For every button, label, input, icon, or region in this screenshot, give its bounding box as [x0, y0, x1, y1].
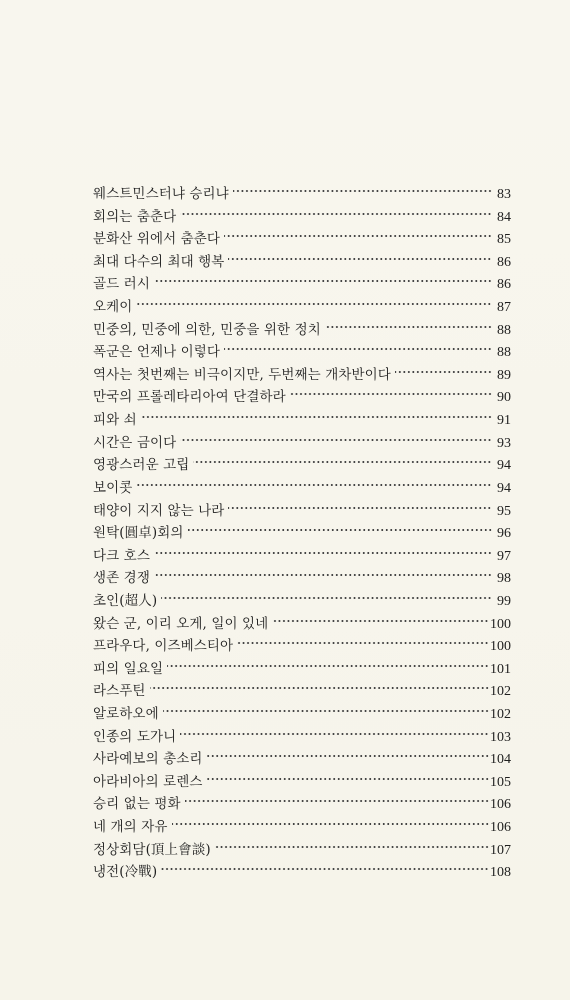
- toc-entry-page-number: 107: [490, 842, 511, 858]
- toc-entry: [93, 658, 511, 681]
- toc-entry-title: 프라우다, 이즈베스티아: [93, 638, 234, 655]
- toc-entry-page-number: 98: [497, 571, 511, 587]
- toc-entry-title: 네 개의 자유: [93, 819, 168, 836]
- dot-leader: [188, 526, 493, 534]
- toc-entry: [93, 251, 511, 274]
- dot-leader: [161, 594, 492, 602]
- dot-leader: [167, 662, 489, 670]
- toc-entry-title: 영광스러운 고립: [93, 457, 190, 474]
- toc-entry-page-number: 86: [497, 277, 511, 293]
- toc-entry: [93, 341, 511, 364]
- toc-entry-title: 피의 일요일: [93, 660, 164, 677]
- toc-entry: [93, 386, 511, 409]
- toc-entry-title: 시간은 금이다: [93, 434, 177, 451]
- dot-leader: [136, 481, 492, 489]
- toc-entry-title: 생존 경쟁: [93, 570, 150, 587]
- toc-entry-title: 인종의 도가니: [93, 728, 177, 745]
- dot-leader: [180, 436, 492, 444]
- toc-entry-title: 알로하오에: [93, 706, 159, 723]
- toc-entry-title: 냉전(冷戰): [93, 864, 158, 881]
- toc-entry-title: 보이콧: [93, 479, 133, 496]
- dot-leader: [224, 345, 492, 353]
- toc-entry-page-number: 94: [497, 480, 511, 496]
- dot-leader: [136, 300, 492, 308]
- toc-entry-page-number: 102: [490, 707, 511, 723]
- dot-leader: [154, 549, 492, 557]
- toc-entry-title: 만국의 프롤레타리아여 단결하라: [93, 389, 286, 406]
- toc-entry: [93, 545, 511, 568]
- toc-entry-title: 승리 없는 평화: [93, 796, 181, 813]
- dot-leader: [141, 413, 492, 421]
- toc-entry-page-number: 86: [497, 254, 511, 270]
- toc-entry-page-number: 93: [497, 435, 511, 451]
- dot-leader: [228, 504, 492, 512]
- toc-entry-page-number: 91: [497, 413, 511, 429]
- toc-entry-page-number: 105: [490, 774, 511, 790]
- toc-entry: [93, 839, 511, 862]
- dot-leader: [215, 843, 489, 851]
- toc-entry-page-number: 84: [497, 209, 511, 225]
- toc-entry-page-number: 100: [490, 639, 511, 655]
- toc-entry-page-number: 106: [490, 820, 511, 836]
- toc-entry-title: 피와 쇠: [93, 412, 137, 429]
- toc-entry-page-number: 85: [497, 232, 511, 248]
- toc-entry-page-number: 102: [490, 684, 511, 700]
- toc-entry-title: 웨스트민스터냐 승리냐: [93, 186, 229, 202]
- toc-entry: [93, 726, 511, 749]
- dot-leader: [290, 390, 492, 398]
- dot-leader: [185, 797, 489, 805]
- toc-entry: [93, 477, 511, 500]
- toc-entry: [93, 793, 511, 816]
- toc-entry-page-number: 106: [490, 797, 511, 813]
- toc-entry: [93, 703, 511, 726]
- toc-entry-title: 사라예보의 총소리: [93, 751, 203, 768]
- toc-entry: [93, 816, 511, 839]
- dot-leader: [180, 730, 489, 738]
- toc-entry: [93, 319, 511, 342]
- toc-entry-title: 태양이 지지 않는 나라: [93, 502, 225, 519]
- toc-entry-page-number: 87: [497, 300, 511, 316]
- toc-entry-page-number: 104: [490, 752, 511, 768]
- toc-entry-title: 라스푸틴: [93, 683, 146, 700]
- toc-entry-page-number: 99: [497, 593, 511, 609]
- dot-leader: [172, 820, 490, 828]
- toc-entry: [93, 861, 511, 884]
- toc-entry: [93, 206, 511, 229]
- toc-entry: [93, 522, 511, 545]
- toc-entry-title: 민중의, 민중에 의한, 민중을 위한 정치: [93, 321, 321, 338]
- dot-leader: [193, 458, 492, 466]
- toc-entry-title: 왔슨 군, 이리 오게, 일이 있네: [93, 615, 269, 632]
- toc-entry-title: 분화산 위에서 춤춘다: [93, 231, 221, 248]
- toc-entry: [93, 748, 511, 771]
- toc-entry-page-number: 101: [490, 661, 511, 677]
- toc-entry: [93, 500, 511, 523]
- toc-entry: [93, 432, 511, 455]
- toc-entry: [93, 273, 511, 296]
- dot-leader: [272, 617, 489, 625]
- table-of-contents: [93, 183, 511, 884]
- dot-leader: [150, 684, 489, 692]
- toc-entry: [93, 296, 511, 319]
- toc-entry-page-number: 108: [490, 865, 511, 881]
- toc-entry-page-number: 94: [497, 458, 511, 474]
- toc-entry: [93, 635, 511, 658]
- dot-leader: [180, 210, 492, 218]
- toc-entry-title: 회의는 춤춘다: [93, 208, 177, 225]
- toc-entry-page-number: 90: [497, 390, 511, 406]
- toc-entry-page-number: 96: [497, 526, 511, 542]
- toc-entry-page-number: 89: [497, 367, 511, 383]
- dot-leader: [163, 707, 489, 715]
- toc-entry-page-number: 83: [497, 187, 511, 202]
- toc-entry-title: 다크 호스: [93, 547, 150, 564]
- dot-leader: [237, 639, 489, 647]
- toc-entry: [93, 228, 511, 251]
- toc-entry-title: 아라비아의 로렌스: [93, 773, 203, 790]
- dot-leader: [325, 323, 492, 331]
- dot-leader: [207, 752, 489, 760]
- toc-entry: [93, 590, 511, 613]
- dot-leader: [395, 368, 492, 376]
- toc-entry-title: 오케이: [93, 299, 133, 316]
- toc-entry: [93, 613, 511, 636]
- toc-entry-page-number: 97: [497, 548, 511, 564]
- toc-entry-title: 초인(超人): [93, 592, 158, 609]
- toc-entry-page-number: 100: [490, 616, 511, 632]
- toc-entry-title: 폭군은 언제나 이렇다: [93, 344, 221, 361]
- toc-entry-title: 원탁(圓卓)회의: [93, 525, 184, 542]
- toc-entry-page-number: 88: [497, 345, 511, 361]
- dot-leader: [224, 232, 492, 240]
- dot-leader: [207, 775, 489, 783]
- toc-entry-title: 최대 다수의 최대 행복: [93, 253, 225, 270]
- dot-leader: [161, 865, 489, 873]
- toc-entry-title: 정상회담(頂上會談): [93, 841, 211, 858]
- toc-entry: [93, 409, 511, 432]
- toc-entry: [93, 771, 511, 794]
- dot-leader: [233, 187, 492, 195]
- dot-leader: [154, 277, 492, 285]
- dot-leader: [154, 571, 492, 579]
- toc-entry-title: 역사는 첫번째는 비극이지만, 두번째는 개차반이다: [93, 366, 391, 383]
- toc-entry: [93, 567, 511, 590]
- toc-entry-page-number: 95: [497, 503, 511, 519]
- toc-entry-page-number: 103: [490, 729, 511, 745]
- toc-entry: [93, 454, 511, 477]
- toc-entry-page-number: 88: [497, 322, 511, 338]
- toc-entry: [93, 183, 511, 206]
- toc-entry: [93, 680, 511, 703]
- toc-entry-title: 골드 러시: [93, 276, 150, 293]
- dot-leader: [228, 255, 492, 263]
- toc-entry: [93, 364, 511, 387]
